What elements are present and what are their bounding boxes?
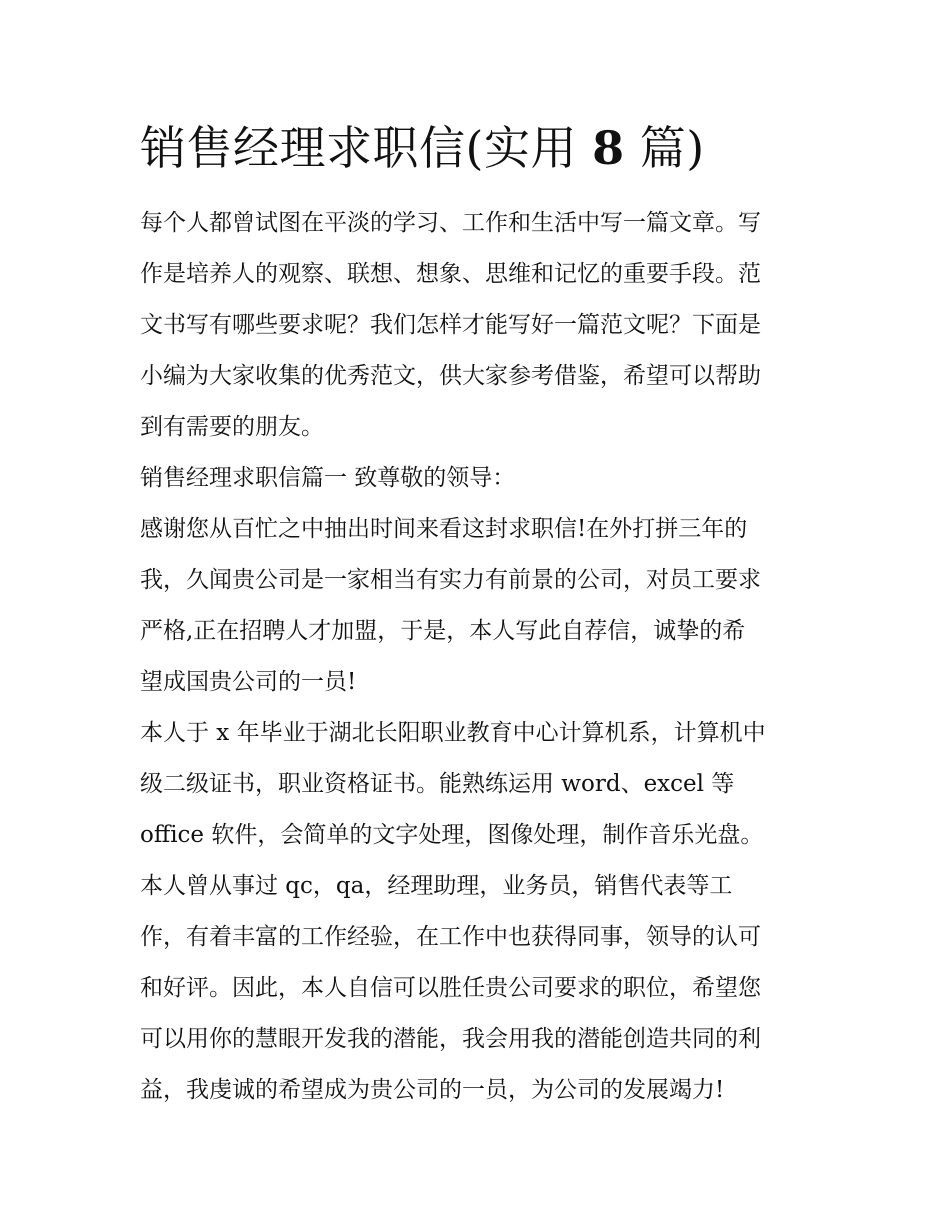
text-line: 望成国贵公司的一员! [140,669,357,695]
text-line: 作是培养人的观察、联想、想象、思维和记忆的重要手段。范 [140,261,761,287]
text-line: 文书写有哪些要求呢？我们怎样才能写好一篇范文呢？下面是 [140,312,761,338]
letter-paragraph [140,708,820,1116]
text-line: 益，我虔诚的希望成为贵公司的一员，为公司的发展竭力! [140,1077,725,1103]
title-text: 销售经理求职信(实用 [140,121,593,175]
text-line: 本人曾从事过 qc，qa，经理助理，业务员，销售代表等工 [140,873,733,899]
text-line: 小编为大家收集的优秀范文，供大家参考借鉴，希望可以帮助 [140,363,761,389]
text-line: 我，久闻贵公司是一家相当有实力有前景的公司，对员工要求 [140,567,761,593]
letter-salutation [140,453,820,504]
text-line: 严格,正在招聘人才加盟，于是，本人写此自荐信，诚挚的希 [140,618,746,644]
text-line: 作，有着丰富的工作经验，在工作中也获得同事，领导的认可 [140,924,761,950]
document-content [140,112,820,1116]
intro-paragraph [140,198,820,453]
text-line: 本人于 x 年毕业于湖北长阳职业教育中心计算机系，计算机中 [140,720,766,746]
text-line: 级二级证书，职业资格证书。能熟练运用 word、excel 等 [140,771,735,797]
document-title [140,112,820,184]
letter-paragraph [140,504,820,708]
title-count: 8 [592,121,625,175]
title-suffix: 篇) [624,121,705,175]
text-line: 感谢您从百忙之中抽出时间来看这封求职信!在外打拼三年的 [140,516,748,542]
text-line: office 软件，会简单的文字处理，图像处理，制作音乐光盘。 [140,822,764,848]
text-line: 到有需要的朋友。 [140,414,324,440]
text-line: 可以用你的慧眼开发我的潜能，我会用我的潜能创造共同的利 [140,1026,761,1052]
text-line: 和好评。因此，本人自信可以胜任贵公司要求的职位，希望您 [140,975,761,1001]
text-line: 每个人都曾试图在平淡的学习、工作和生活中写一篇文章。写 [140,210,761,236]
text-line: 销售经理求职信篇一 致尊敬的领导： [140,465,516,491]
